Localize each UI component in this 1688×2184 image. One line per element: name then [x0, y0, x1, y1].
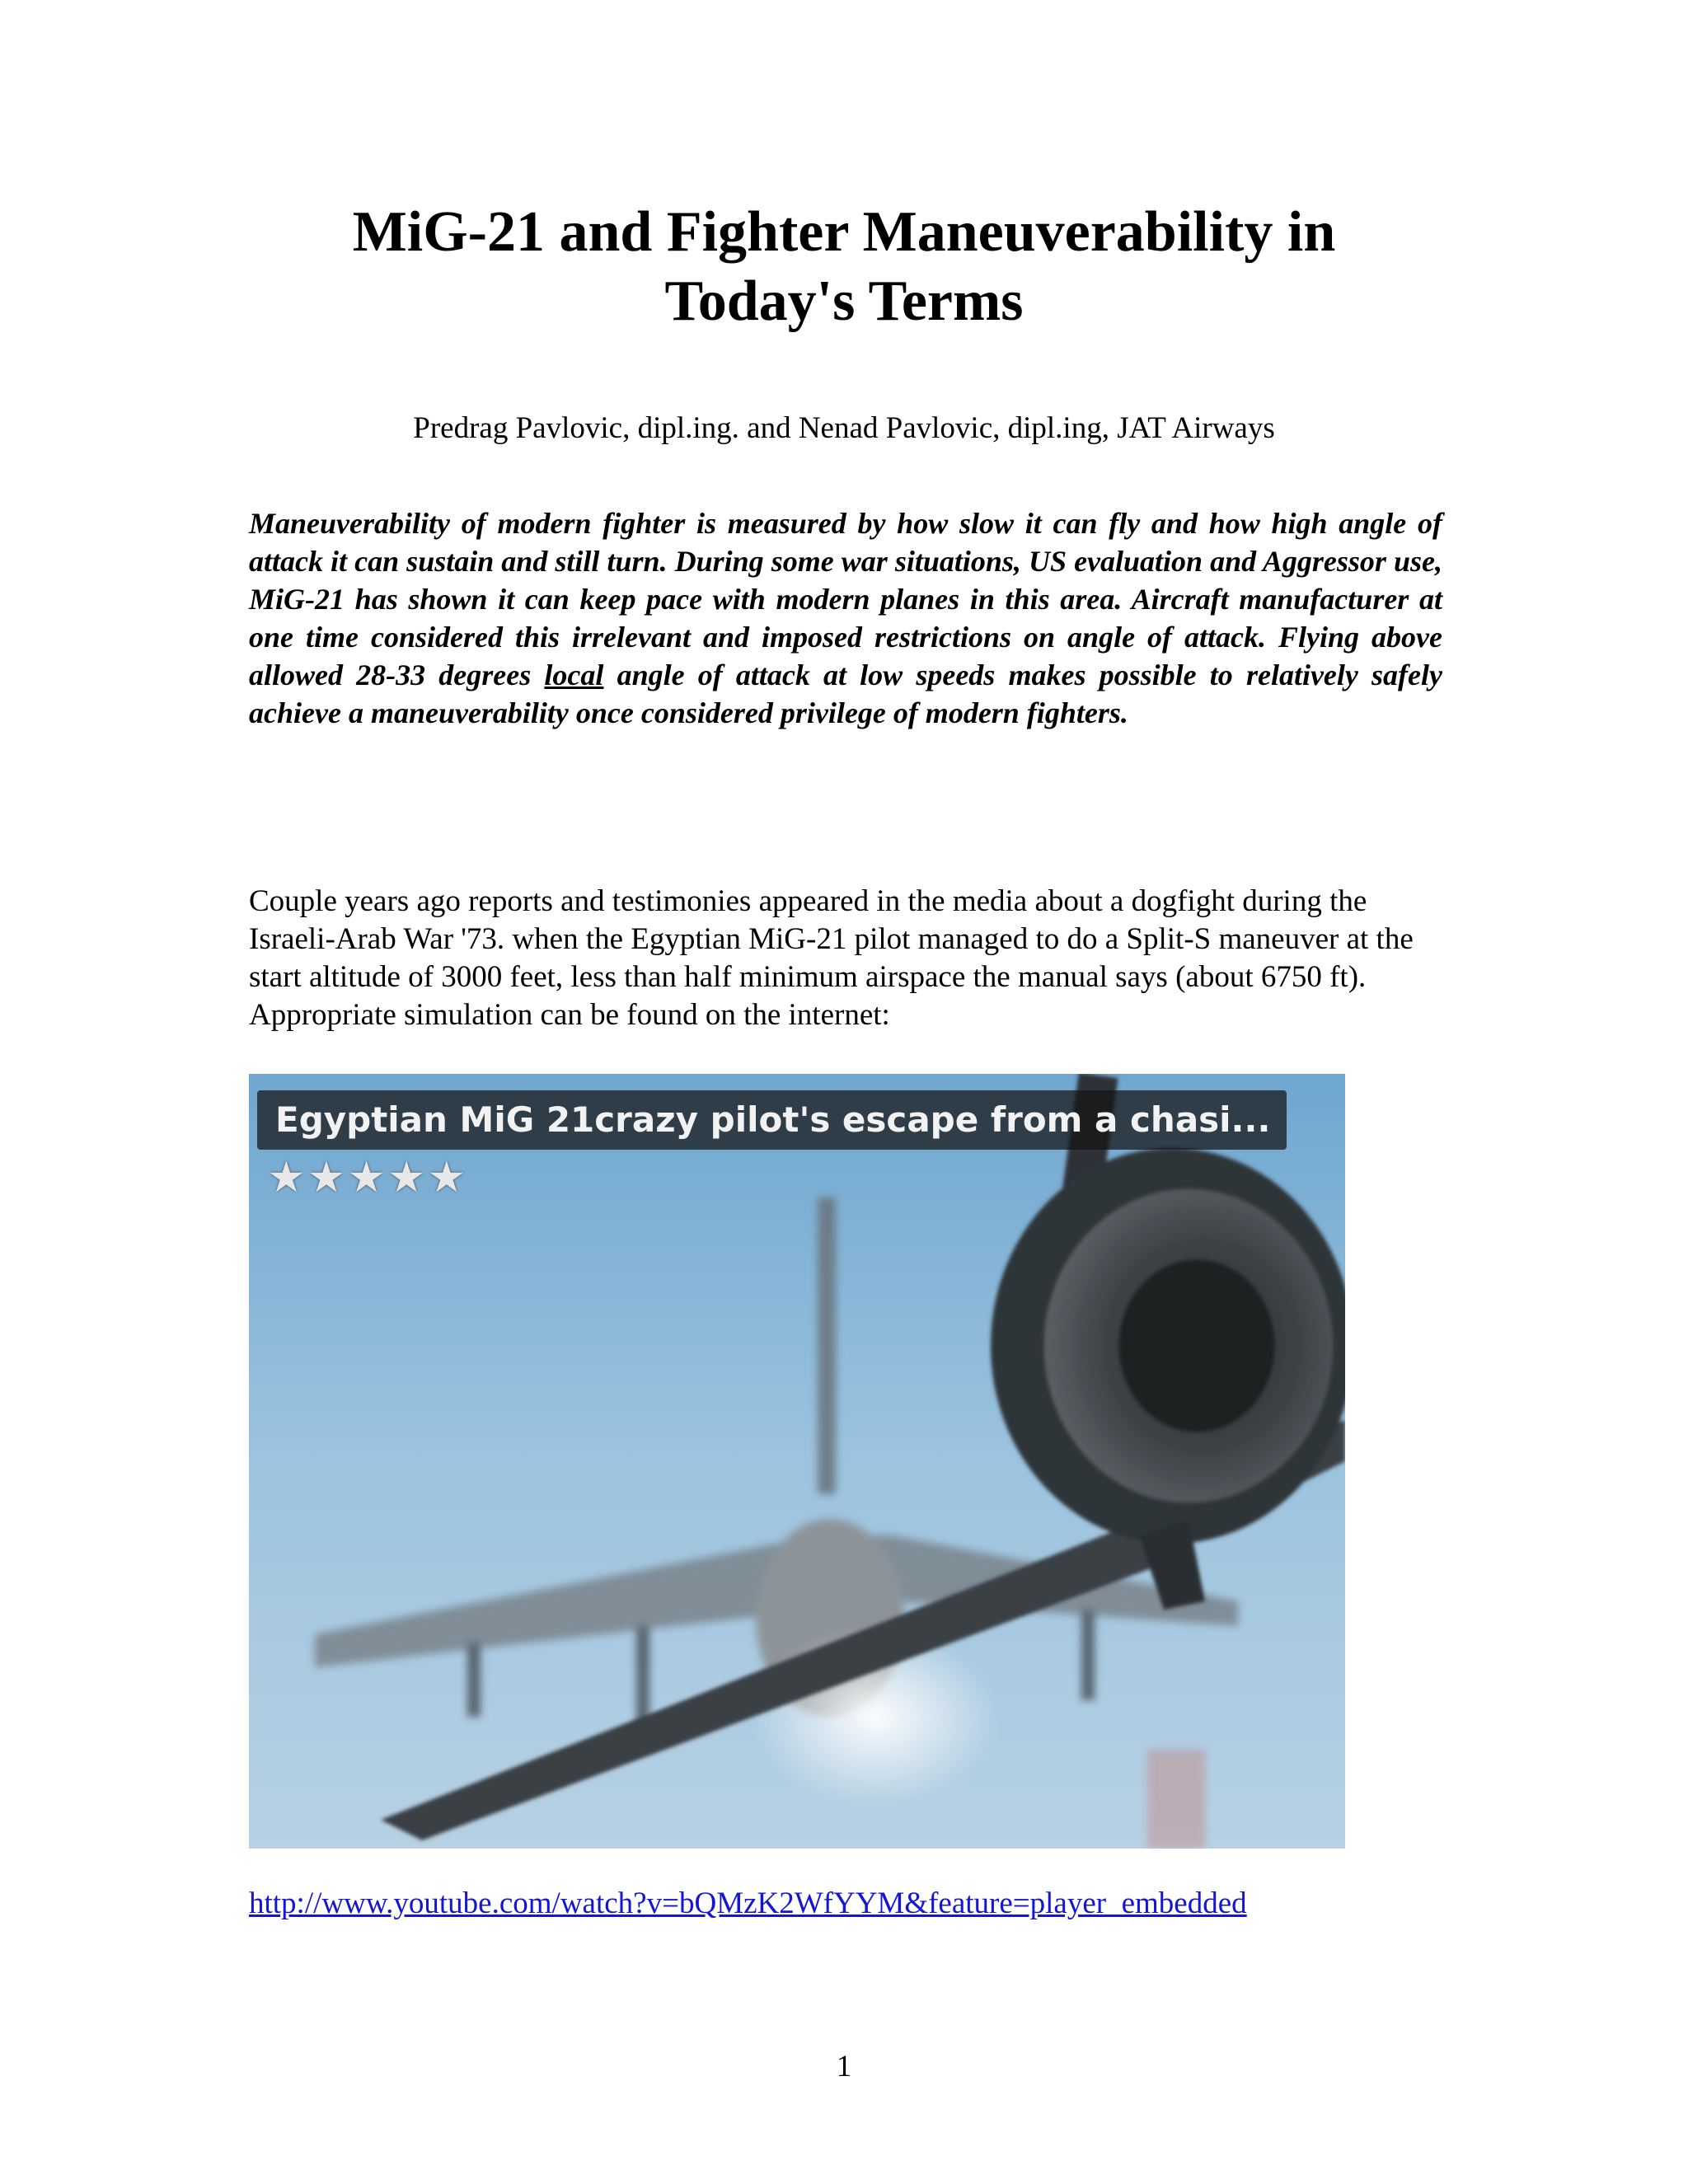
- title-line-2: Today's Terms: [664, 269, 1024, 333]
- authors-line: Predrag Pavlovic, dipl.ing. and Nenad Pavlovic, dipl.ing, JAT Airways: [413, 411, 1275, 445]
- abstract-text-part-2: angle of attack at low speeds makes possible to relatively safely achieve a maneuverability once considered privilege of modern fighters.: [249, 658, 1442, 729]
- abstract-underlined-word: local: [544, 658, 604, 691]
- page-number: 1: [836, 2050, 852, 2083]
- video-thumbnail[interactable]: [249, 1074, 1345, 1849]
- youtube-link[interactable]: http://www.youtube.com/watch?v=bQMzK2WfYYM&feature=player_embedded: [249, 1886, 1247, 1920]
- body-paragraph: Couple years ago reports and testimonies appeared in the media about a dogfight during the Israeli-Arab War '73. when the Egyptian MiG-21 pilot managed to do a Split-S maneuver at the start altitude of 3000 feet, less than half minimum airspace the manual says (about 6750 ft). Appropriate simulation can be found on the internet:: [249, 884, 1414, 1032]
- title-line-1: MiG-21 and Fighter Maneuverability in: [352, 200, 1336, 264]
- abstract-text-part-1: Maneuverability of modern fighter is measured by how slow it can fly and how high angle of attack it can sustain and still turn. During some war situations, US evaluation and Aggressor use, MiG-21 has shown it can keep pace with modern planes in this area. Aircraft manufacturer at one time considered this irrelevant and imposed restrictions on angle of attack. Flying above allowed 28-33 degrees: [249, 507, 1442, 691]
- abstract: [249, 504, 1442, 732]
- video-title: Egyptian MiG 21crazy pilot's escape from a chasi...: [257, 1090, 1287, 1150]
- star-rating-icon: ★★★★★: [267, 1153, 468, 1202]
- document-title: [0, 198, 1688, 336]
